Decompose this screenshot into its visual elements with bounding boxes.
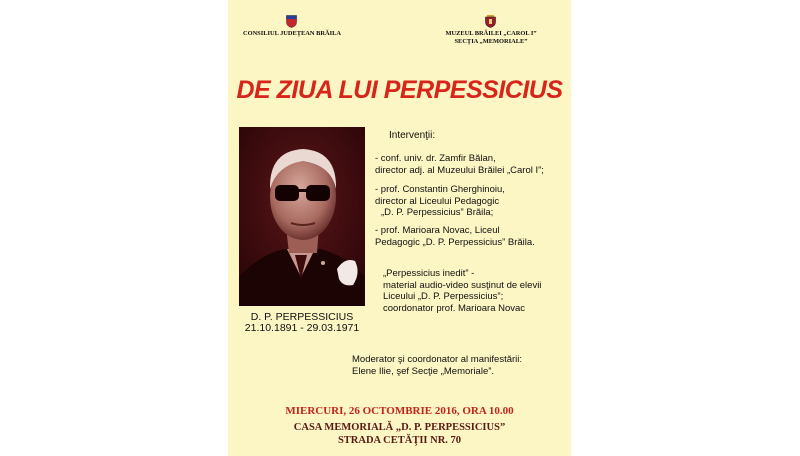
event-address: STRADA CETĂŢII NR. 70 bbox=[337, 435, 462, 446]
moderator-line: Elene Ilie, şef Secţie „Memoriale”. bbox=[352, 365, 495, 377]
moderator-line: Moderator şi coordonator al manifestării: bbox=[352, 354, 523, 365]
interventions-heading: Intervenţii: bbox=[389, 130, 436, 141]
intervention-item bbox=[375, 184, 505, 219]
program-block bbox=[383, 268, 541, 314]
moderator-block bbox=[352, 354, 522, 377]
program-line: „Perpessicius inedit” - bbox=[383, 268, 475, 279]
intervention-line: - conf. univ. dr. Zamfir Bălan, bbox=[375, 153, 496, 164]
county-coat-of-arms-icon bbox=[286, 15, 297, 28]
county-council-label: CONSILIUL JUDEŢEAN BRĂILA bbox=[242, 30, 341, 37]
museum-coat-of-arms-icon bbox=[485, 15, 496, 28]
program-line: material audio-video susţinut de elevii bbox=[383, 279, 542, 291]
intervention-line: - prof. Marioara Novac, Liceul bbox=[375, 225, 500, 236]
portrait-dates: 21.10.1891 - 29.03.1971 bbox=[244, 322, 360, 334]
museum-name-label: MUZEUL BRĂILEI „CAROL I” bbox=[445, 30, 537, 37]
intervention-line: director al Liceului Pedagogic bbox=[375, 195, 500, 207]
event-date-time: MIERCURI, 26 OCTOMBRIE 2016, ORA 10.00 bbox=[285, 405, 514, 417]
intervention-item bbox=[375, 153, 544, 176]
program-line: Liceului „D. P. Perpessicius”; bbox=[383, 291, 504, 302]
intervention-line: director adj. al Muzeului Brăilei „Carol I”; bbox=[375, 164, 544, 176]
intervention-line: „D. P. Perpessicius” Brăila; bbox=[381, 207, 494, 218]
portrait-illustration bbox=[239, 127, 365, 306]
poster-title: DE ZIUA LUI PERPESSICIUS bbox=[236, 76, 563, 104]
intervention-line: Pedagogic „D. P. Perpessicius” Brăila. bbox=[375, 236, 535, 248]
portrait-photo bbox=[239, 127, 365, 306]
event-venue: CASA MEMORIALĂ „D. P. PERPESSICIUS” bbox=[293, 422, 506, 433]
intervention-line: - prof. Constantin Gherghinoiu, bbox=[375, 184, 505, 195]
event-poster bbox=[228, 0, 571, 456]
program-line: coordonator prof. Marioara Novac bbox=[383, 302, 526, 314]
intervention-item bbox=[375, 225, 535, 248]
portrait-name: D. P. PERPESSICIUS bbox=[250, 311, 354, 323]
museum-section-label: SECŢIA „MEMORIALE” bbox=[454, 38, 528, 45]
